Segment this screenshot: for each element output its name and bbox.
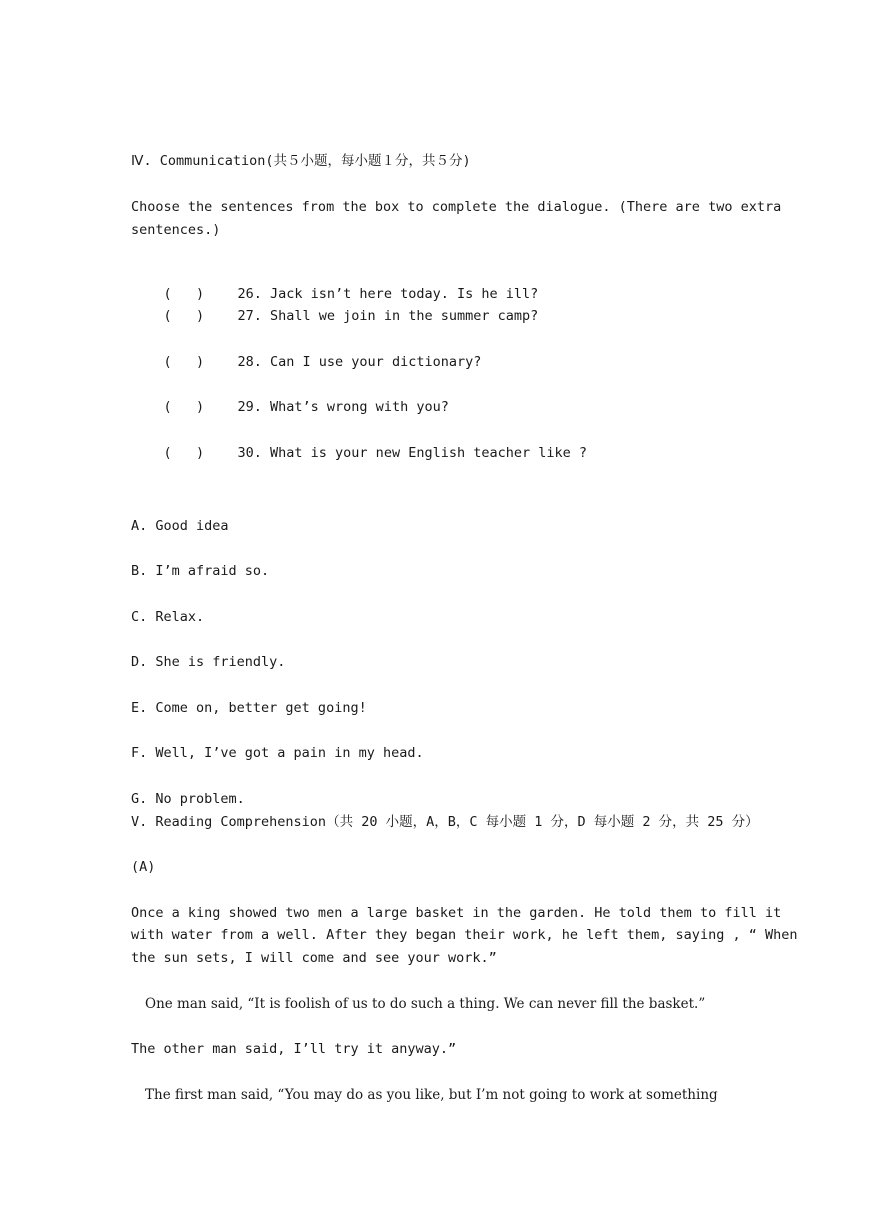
option-c: C. Relax.: [131, 609, 205, 625]
instruction-line-1: Choose the sentences from the box to complete the dialogue. (There are two extra: [131, 199, 782, 215]
question-30: [131, 426, 587, 480]
answer-blank[interactable]: ( ): [163, 445, 205, 461]
answer-blank[interactable]: ( ): [163, 286, 205, 302]
answer-blank[interactable]: ( ): [163, 399, 205, 415]
passage-line: with water from a well. After they began their work, he left them, saying , “ When: [131, 927, 798, 943]
question-text: 29. What’s wrong with you?: [237, 399, 449, 415]
answer-blank[interactable]: ( ): [163, 308, 205, 324]
option-a: A. Good idea: [131, 518, 229, 534]
option-g: G. No problem.: [131, 791, 245, 807]
passage-line: The first man said, “You may do as you like, but I’m not going to work at something: [145, 1087, 718, 1103]
part-label: (A): [131, 859, 156, 875]
passage-line: The other man said, I’ll try it anyway.”: [131, 1041, 457, 1057]
section5-heading: V. Reading Comprehension（共 20 小题，A，B，C 每小题 1 分，D 每小题 2 分，共 25 分）: [131, 814, 759, 830]
question-text: 28. Can I use your dictionary?: [237, 354, 482, 370]
instruction-line-2: sentences.): [131, 222, 221, 238]
passage-line: the sun sets, I will come and see your work.”: [131, 950, 497, 966]
answer-blank[interactable]: ( ): [163, 354, 205, 370]
option-f: F. Well, I’ve got a pain in my head.: [131, 745, 424, 761]
option-b: B. I’m afraid so.: [131, 563, 270, 579]
question-text: 27. Shall we join in the summer camp?: [237, 308, 539, 324]
question-text: 26. Jack isn’t here today. Is he ill?: [237, 286, 539, 302]
passage-line: Once a king showed two men a large basket in the garden. He told them to fill it: [131, 905, 782, 921]
passage-line: One man said, “It is foolish of us to do such a thing. We can never fill the basket.”: [145, 996, 706, 1012]
question-text: 30. What is your new English teacher like ?: [237, 445, 588, 461]
option-d: D. She is friendly.: [131, 654, 286, 670]
option-e: E. Come on, better get going!: [131, 700, 367, 716]
section4-heading: Ⅳ. Communication(共５小题，每小题１分，共５分): [131, 153, 471, 169]
